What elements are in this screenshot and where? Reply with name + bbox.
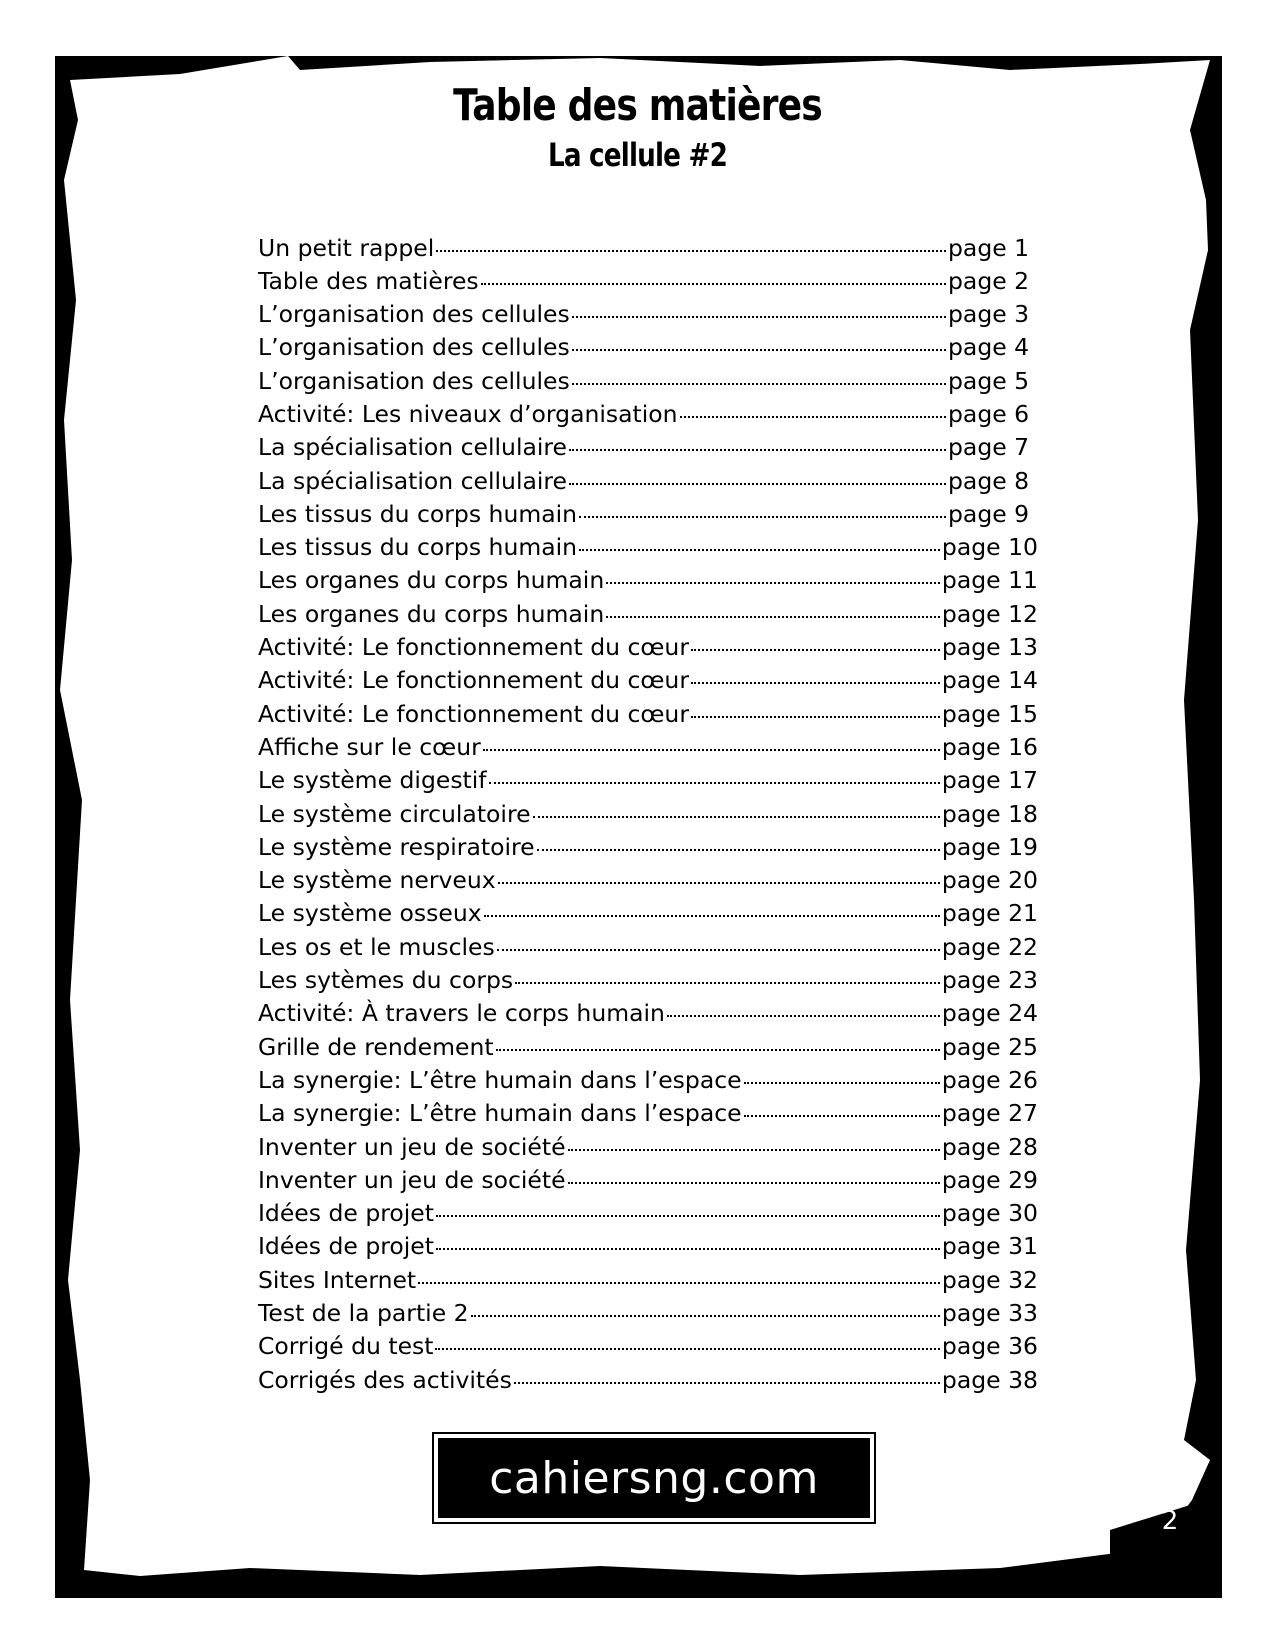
toc-row — [258, 1296, 1038, 1329]
toc-entry-label: Le système nerveux — [258, 866, 496, 895]
toc-row — [258, 263, 1038, 296]
toc-row — [258, 696, 1038, 729]
toc-dot-leader — [572, 293, 946, 319]
toc-dot-leader — [691, 659, 940, 685]
toc-row — [258, 829, 1038, 862]
toc-row — [258, 496, 1038, 529]
toc-entry-label: Activité: Les niveaux d’organisation — [258, 399, 678, 428]
toc-entry-page: page 11 — [941, 566, 1038, 595]
toc-entry-page: page 24 — [941, 999, 1038, 1028]
toc-row — [258, 1229, 1038, 1262]
toc-row — [258, 563, 1038, 596]
toc-entry-page: page 12 — [941, 599, 1038, 628]
toc-row — [258, 729, 1038, 762]
toc-entry-label: Activité: À travers le corps humain — [258, 999, 665, 1028]
toc-row — [258, 796, 1038, 829]
page-subtitle: La cellule #2 — [547, 136, 728, 174]
toc-dot-leader — [418, 1258, 940, 1284]
toc-entry-label: Sites Internet — [258, 1265, 417, 1294]
toc-row — [258, 1162, 1038, 1195]
toc-row — [258, 1362, 1038, 1395]
toc-dot-leader — [481, 259, 946, 285]
toc-entry-label: Le système respiratoire — [258, 832, 535, 861]
toc-entry-page: page 19 — [941, 832, 1038, 861]
toc-entry-page: page 7 — [948, 433, 1030, 462]
toc-entry-label: Affiche sur le cœur — [258, 732, 481, 761]
toc-row — [258, 963, 1038, 996]
toc-dot-leader — [489, 759, 940, 785]
toc-entry-page: page 1 — [948, 233, 1030, 262]
toc-entry-label: Table des matières — [258, 266, 479, 295]
toc-row — [258, 1029, 1038, 1062]
toc-entry-label: Un petit rappel — [258, 233, 435, 262]
toc-dot-leader — [515, 959, 940, 985]
toc-entry-page: page 9 — [948, 499, 1030, 528]
toc-entry-page: page 30 — [941, 1199, 1038, 1228]
toc-dot-leader — [691, 626, 940, 652]
toc-entry-label: Test de la partie 2 — [258, 1299, 469, 1327]
toc-dot-leader — [579, 526, 940, 552]
toc-dot-leader — [579, 492, 946, 518]
toc-row — [258, 363, 1038, 396]
toc-entry-label: Le système digestif — [258, 766, 487, 795]
toc-entry-page: page 23 — [941, 966, 1038, 995]
toc-dot-leader — [572, 359, 946, 385]
toc-entry-label: Les tissus du corps humain — [258, 499, 578, 528]
toc-entry-page: page 8 — [948, 466, 1030, 495]
toc-dot-leader — [680, 392, 946, 418]
toc-row — [258, 330, 1038, 363]
site-logo-background — [438, 1438, 870, 1518]
toc-dot-leader — [667, 992, 940, 1018]
toc-row — [258, 1329, 1038, 1362]
toc-row — [258, 1062, 1038, 1095]
toc-entry-page: page 20 — [941, 866, 1038, 895]
toc-entry-page: page 2 — [948, 266, 1030, 295]
toc-entry-page: page 3 — [948, 300, 1030, 329]
toc-dot-leader — [498, 859, 940, 885]
toc-entry-page: page 14 — [941, 666, 1038, 695]
toc-entry-label: Activité: Le fonctionnement du cœur — [258, 633, 689, 662]
toc-row — [258, 530, 1038, 563]
toc-row — [258, 297, 1038, 330]
toc-entry-page: page 28 — [941, 1132, 1038, 1161]
toc-entry-page: page 36 — [941, 1332, 1038, 1361]
toc-entry-label: La synergie: L’être humain dans l’espace — [258, 1099, 742, 1128]
toc-entry-page: page 32 — [941, 1265, 1038, 1294]
table-of-contents — [258, 230, 1038, 1395]
toc-dot-leader — [568, 1158, 940, 1184]
toc-entry-label: Les tissus du corps humain — [258, 533, 578, 562]
toc-entry-label: Inventer un jeu de société — [258, 1132, 566, 1161]
toc-entry-page: page 16 — [941, 732, 1038, 761]
toc-entry-label: La spécialisation cellulaire — [258, 466, 568, 495]
toc-entry-label: L’organisation des cellules — [258, 366, 570, 395]
toc-entry-label: Idées de projet — [258, 1232, 434, 1261]
toc-entry-label: Les os et le muscles — [258, 932, 495, 961]
toc-entry-label: La spécialisation cellulaire — [258, 433, 568, 462]
toc-entry-label: Inventer un jeu de société — [258, 1165, 566, 1194]
toc-row — [258, 396, 1038, 429]
toc-row — [258, 596, 1038, 629]
toc-row — [258, 863, 1038, 896]
toc-entry-page: page 17 — [941, 766, 1038, 795]
toc-dot-leader — [569, 426, 946, 452]
toc-entry-label: Corrigé du test — [258, 1332, 434, 1361]
toc-entry-page: page 6 — [948, 399, 1030, 428]
toc-entry-page: page 29 — [941, 1165, 1038, 1194]
toc-entry-page: page 31 — [941, 1232, 1038, 1261]
toc-row — [258, 996, 1038, 1029]
toc-dot-leader — [572, 326, 946, 352]
toc-entry-label: L’organisation des cellules — [258, 333, 570, 362]
toc-entry-page: page 15 — [941, 699, 1038, 728]
toc-dot-leader — [568, 1125, 940, 1151]
toc-entry-page: page 21 — [941, 899, 1038, 928]
toc-dot-leader — [533, 792, 940, 818]
toc-dot-leader — [497, 925, 940, 951]
toc-entry-label: La synergie: L’être humain dans l’espace — [258, 1065, 742, 1094]
toc-entry-page: page 26 — [941, 1065, 1038, 1094]
toc-dot-leader — [744, 1058, 940, 1084]
toc-row — [258, 1096, 1038, 1129]
toc-entry-label: Les organes du corps humain — [258, 566, 605, 595]
toc-row — [258, 630, 1038, 663]
page-title: Table des matières — [453, 80, 822, 131]
toc-entry-page: page 27 — [941, 1099, 1038, 1128]
toc-row — [258, 1129, 1038, 1162]
toc-entry-label: Activité: Le fonctionnement du cœur — [258, 699, 689, 728]
toc-entry-label: Activité: Le fonctionnement du cœur — [258, 666, 689, 695]
toc-dot-leader — [514, 1358, 940, 1384]
toc-row — [258, 763, 1038, 796]
toc-row — [258, 896, 1038, 929]
toc-entry-label: Le système osseux — [258, 899, 482, 928]
toc-dot-leader — [484, 892, 940, 918]
toc-entry-page: page 5 — [948, 366, 1030, 395]
toc-row — [258, 230, 1038, 263]
toc-dot-leader — [436, 1225, 940, 1251]
toc-entry-page: page 10 — [941, 533, 1038, 562]
toc-entry-page: page 18 — [941, 799, 1038, 828]
toc-row — [258, 929, 1038, 962]
toc-row — [258, 663, 1038, 696]
toc-row — [258, 463, 1038, 496]
toc-dot-leader — [435, 1325, 939, 1351]
toc-row — [258, 1196, 1038, 1229]
toc-dot-leader — [744, 1092, 940, 1118]
toc-dot-leader — [606, 559, 940, 585]
toc-entry-label: Les sytèmes du corps — [258, 966, 514, 995]
toc-dot-leader — [569, 459, 946, 485]
toc-entry-label: Le système circulatoire — [258, 799, 531, 828]
toc-entry-label: Corrigés des activités — [258, 1365, 512, 1394]
toc-dot-leader — [483, 725, 940, 751]
toc-row — [258, 1262, 1038, 1295]
toc-entry-page: page 4 — [948, 333, 1030, 362]
site-logo — [432, 1432, 876, 1524]
toc-dot-leader — [606, 592, 940, 618]
toc-entry-label: Idées de projet — [258, 1199, 434, 1228]
toc-dot-leader — [496, 1025, 940, 1051]
toc-entry-page: page 13 — [941, 633, 1038, 662]
toc-dot-leader — [436, 1192, 940, 1218]
toc-entry-label: Grille de rendement — [258, 1032, 494, 1061]
toc-entry-page: page 38 — [941, 1365, 1038, 1394]
toc-dot-leader — [691, 692, 940, 718]
toc-dot-leader — [436, 226, 946, 252]
toc-entry-label: L’organisation des cellules — [258, 300, 570, 329]
page-number: 2 — [1161, 1506, 1179, 1536]
site-logo-text: cahiersng.com — [489, 1452, 819, 1504]
toc-dot-leader — [471, 1292, 940, 1318]
toc-entry-page: page 25 — [941, 1032, 1038, 1061]
toc-dot-leader — [537, 825, 940, 851]
toc-entry-page: page 33 — [941, 1299, 1038, 1327]
toc-entry-page: page 22 — [941, 932, 1038, 961]
toc-entry-label: Les organes du corps humain — [258, 599, 605, 628]
toc-row — [258, 430, 1038, 463]
